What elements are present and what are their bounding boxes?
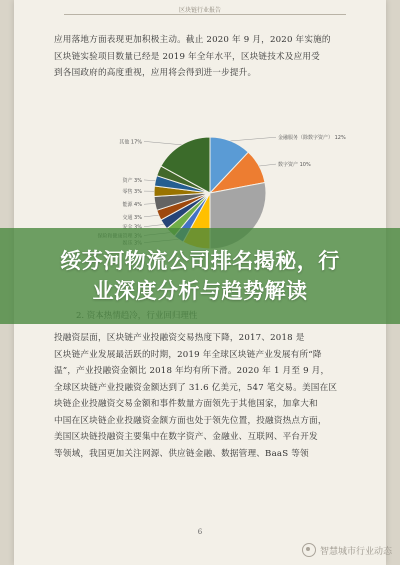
paragraph-investment — [54, 330, 354, 462]
page-header: 区块链行业报告 — [178, 7, 221, 14]
pie-leader-line — [259, 164, 276, 166]
banner-title-line-1: 绥芬河物流公司排名揭秘，行 — [60, 249, 340, 273]
title-banner — [0, 228, 400, 324]
page-number: 6 — [197, 528, 203, 536]
paragraph-line: 温”，产业投融资金额比 2018 年均有所下滑。2020 年 1 月至 9 月， — [54, 366, 330, 376]
paragraph-intro — [54, 32, 354, 82]
pie-label: 数字资产 10% — [278, 162, 311, 169]
paragraph-line: 全球区块链产业投融资金额达到了 31.6 亿美元，547 笔交易。美国在区 — [54, 382, 338, 393]
paragraph-line: 美国区块链投融资主要集中在数字资产、金融业、互联网、平台开发 — [54, 432, 318, 442]
pie-leader-line — [144, 215, 159, 217]
paragraph-line: 到各国政府的高度重视，应用将会得到进一步提升。 — [54, 68, 257, 78]
paragraph-line: 中国在区块链企业投融资金额方面也处于领先位置，投融资热点方面， — [54, 415, 327, 426]
pie-leader-line — [144, 224, 164, 226]
watermark — [302, 543, 392, 557]
banner-title-line-2: 业深度分析与趋势解读 — [92, 279, 308, 303]
paragraph-line: 投融资层面，区块链产业投融资交易热度下降，2017、2018 是 — [54, 333, 305, 343]
wechat-icon — [302, 543, 316, 557]
pie-leader-line — [144, 180, 155, 181]
pie-label: 零售 3% — [122, 189, 142, 196]
pie-label: 资产 3% — [122, 177, 142, 184]
paragraph-line: 区块链实验项目数量已经是 2019 年全年水平，区块链技术及应用受 — [54, 51, 320, 62]
pie-leader-line — [231, 137, 276, 141]
pie-label: 交通 3% — [122, 214, 142, 221]
watermark-text: 智慧城市行业动态 — [319, 546, 392, 557]
pie-label: 金融服务（除数字资产） 12% — [278, 135, 346, 142]
pie-leader-line — [144, 141, 181, 144]
paragraph-line: 块链企业投融资交易金额和事件数量方面领先于其他国家，加拿大和 — [54, 399, 318, 409]
pie-label: 能源 4% — [122, 202, 142, 209]
paragraph-line: 区块链产业发展最活跃的时期，2019 年全球区块链产业发展有所“降 — [54, 349, 322, 360]
header-divider — [64, 14, 346, 15]
paragraph-line: 等领域，我国更加关注网源、供应链金融、数据管理、BaaS 等领 — [54, 448, 309, 459]
pie-label: 其他 17% — [119, 139, 142, 146]
pie-leader-line — [144, 203, 155, 204]
paragraph-line: 应用落地方面表现更加积极主动。截止 2020 年 9 月，2020 年实施的 — [54, 35, 331, 45]
